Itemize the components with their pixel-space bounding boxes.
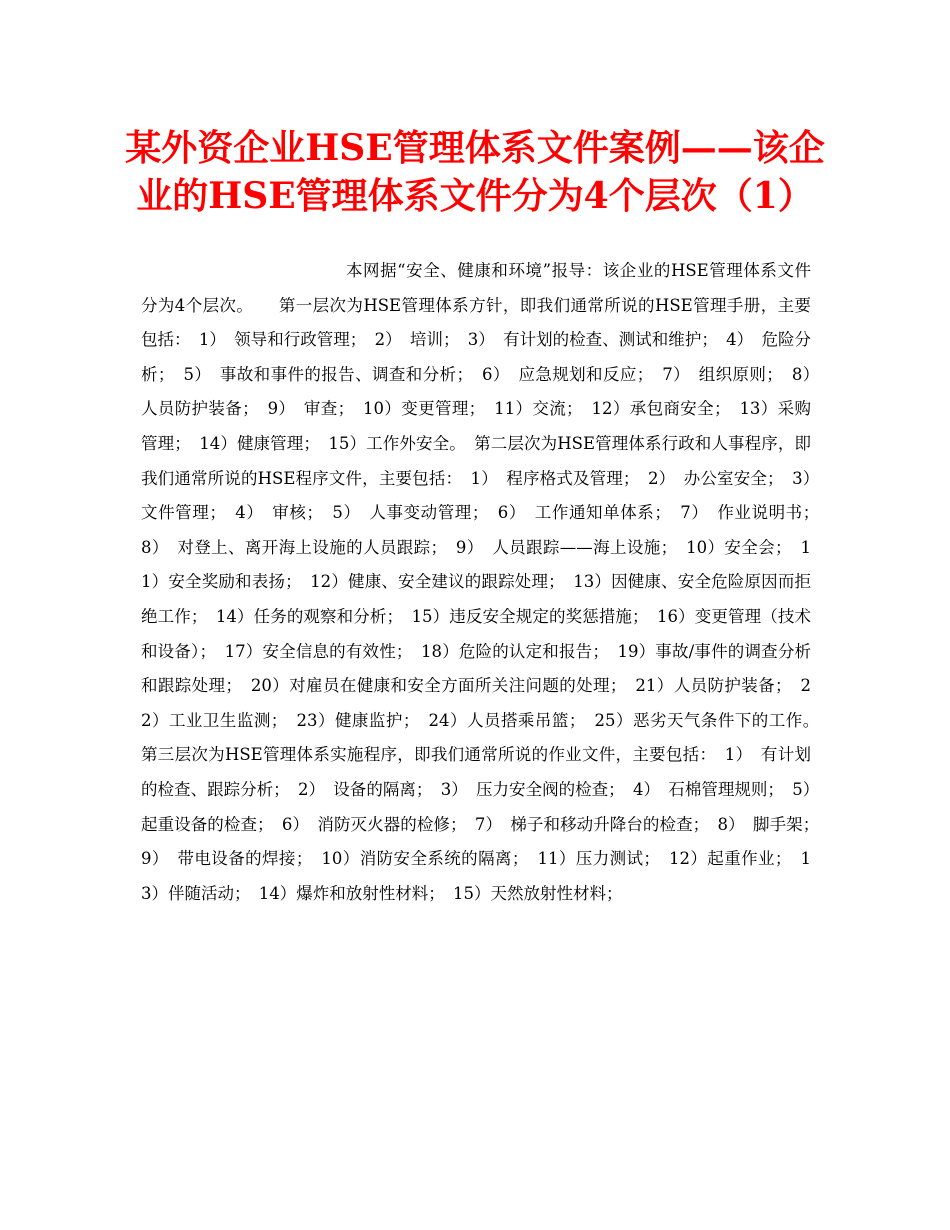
document-body-paragraph: 本网据“安全、健康和环境”报导：该企业的HSE管理体系文件分为4个层次。 第一层次为HSE管理体系方针，即我们通常所说的HSE管理手册，主要包括： 1） 领导和行政管理； 2） 培训； 3） 有计划的检查、测试和维护； 4） 危险分析； 5） 事故和事件的报告、调查和分析； 6） 应急规划和反应； 7） 组织原则； 8） 人员防护装备； 9） 审查； 10）变更管理； 11）交流； 12）承包商安全； 13）采购管理； 14）健康管理； 15）工作外安全。 第二层次为HSE管理体系行政和人事程序，即我们通常所说的HSE程序文件，主要包括： 1） 程序格式及管理； 2） 办公室安全； 3） 文件管理； 4） 审核； 5） 人事变动管理； 6） 工作通知单体系； 7） 作业说明书； 8） 对登上、离开海上设施的人员跟踪； 9） 人员跟踪——海上设施； 10）安全会； 11）安全奖励和表扬； 12）健康、安全建议的跟踪处理； 13）因健康、安全危险原因而拒绝工作； 14）任务的观察和分析； 15）违反安全规定的奖惩措施； 16）变更管理（技术和设备）； 17）安全信息的有效性； 18）危险的认定和报告； 19）事故/事件的调查分析和跟踪处理； 20）对雇员在健康和安全方面所关注问题的处理； 21）人员防护装备； 22）工业卫生监测； 23）健康监护； 24）人员搭乘吊篮； 25）恶劣天气条件下的工作。 第三层次为HSE管理体系实施程序，即我们通常所说的作业文件，主要包括： 1） 有计划的检查、跟踪分析； 2） 设备的隔离； 3） 压力安全阀的检查； 4） 石棉管理规则； 5） 起重设备的检查； 6） 消防灭火器的检修； 7） 梯子和移动升降台的检查； 8） 脚手架； 9） 带电设备的焊接； 10）消防安全系统的隔离； 11）压力测试； 12）起重作业； 13）伴随活动； 14）爆炸和放射性材料； 15）天然放射性材料； <box>141 261 828 903</box>
document-title: 某外资企业HSE管理体系文件案例——该企业的HSE管理体系文件分为4个层次（1） <box>125 127 825 217</box>
